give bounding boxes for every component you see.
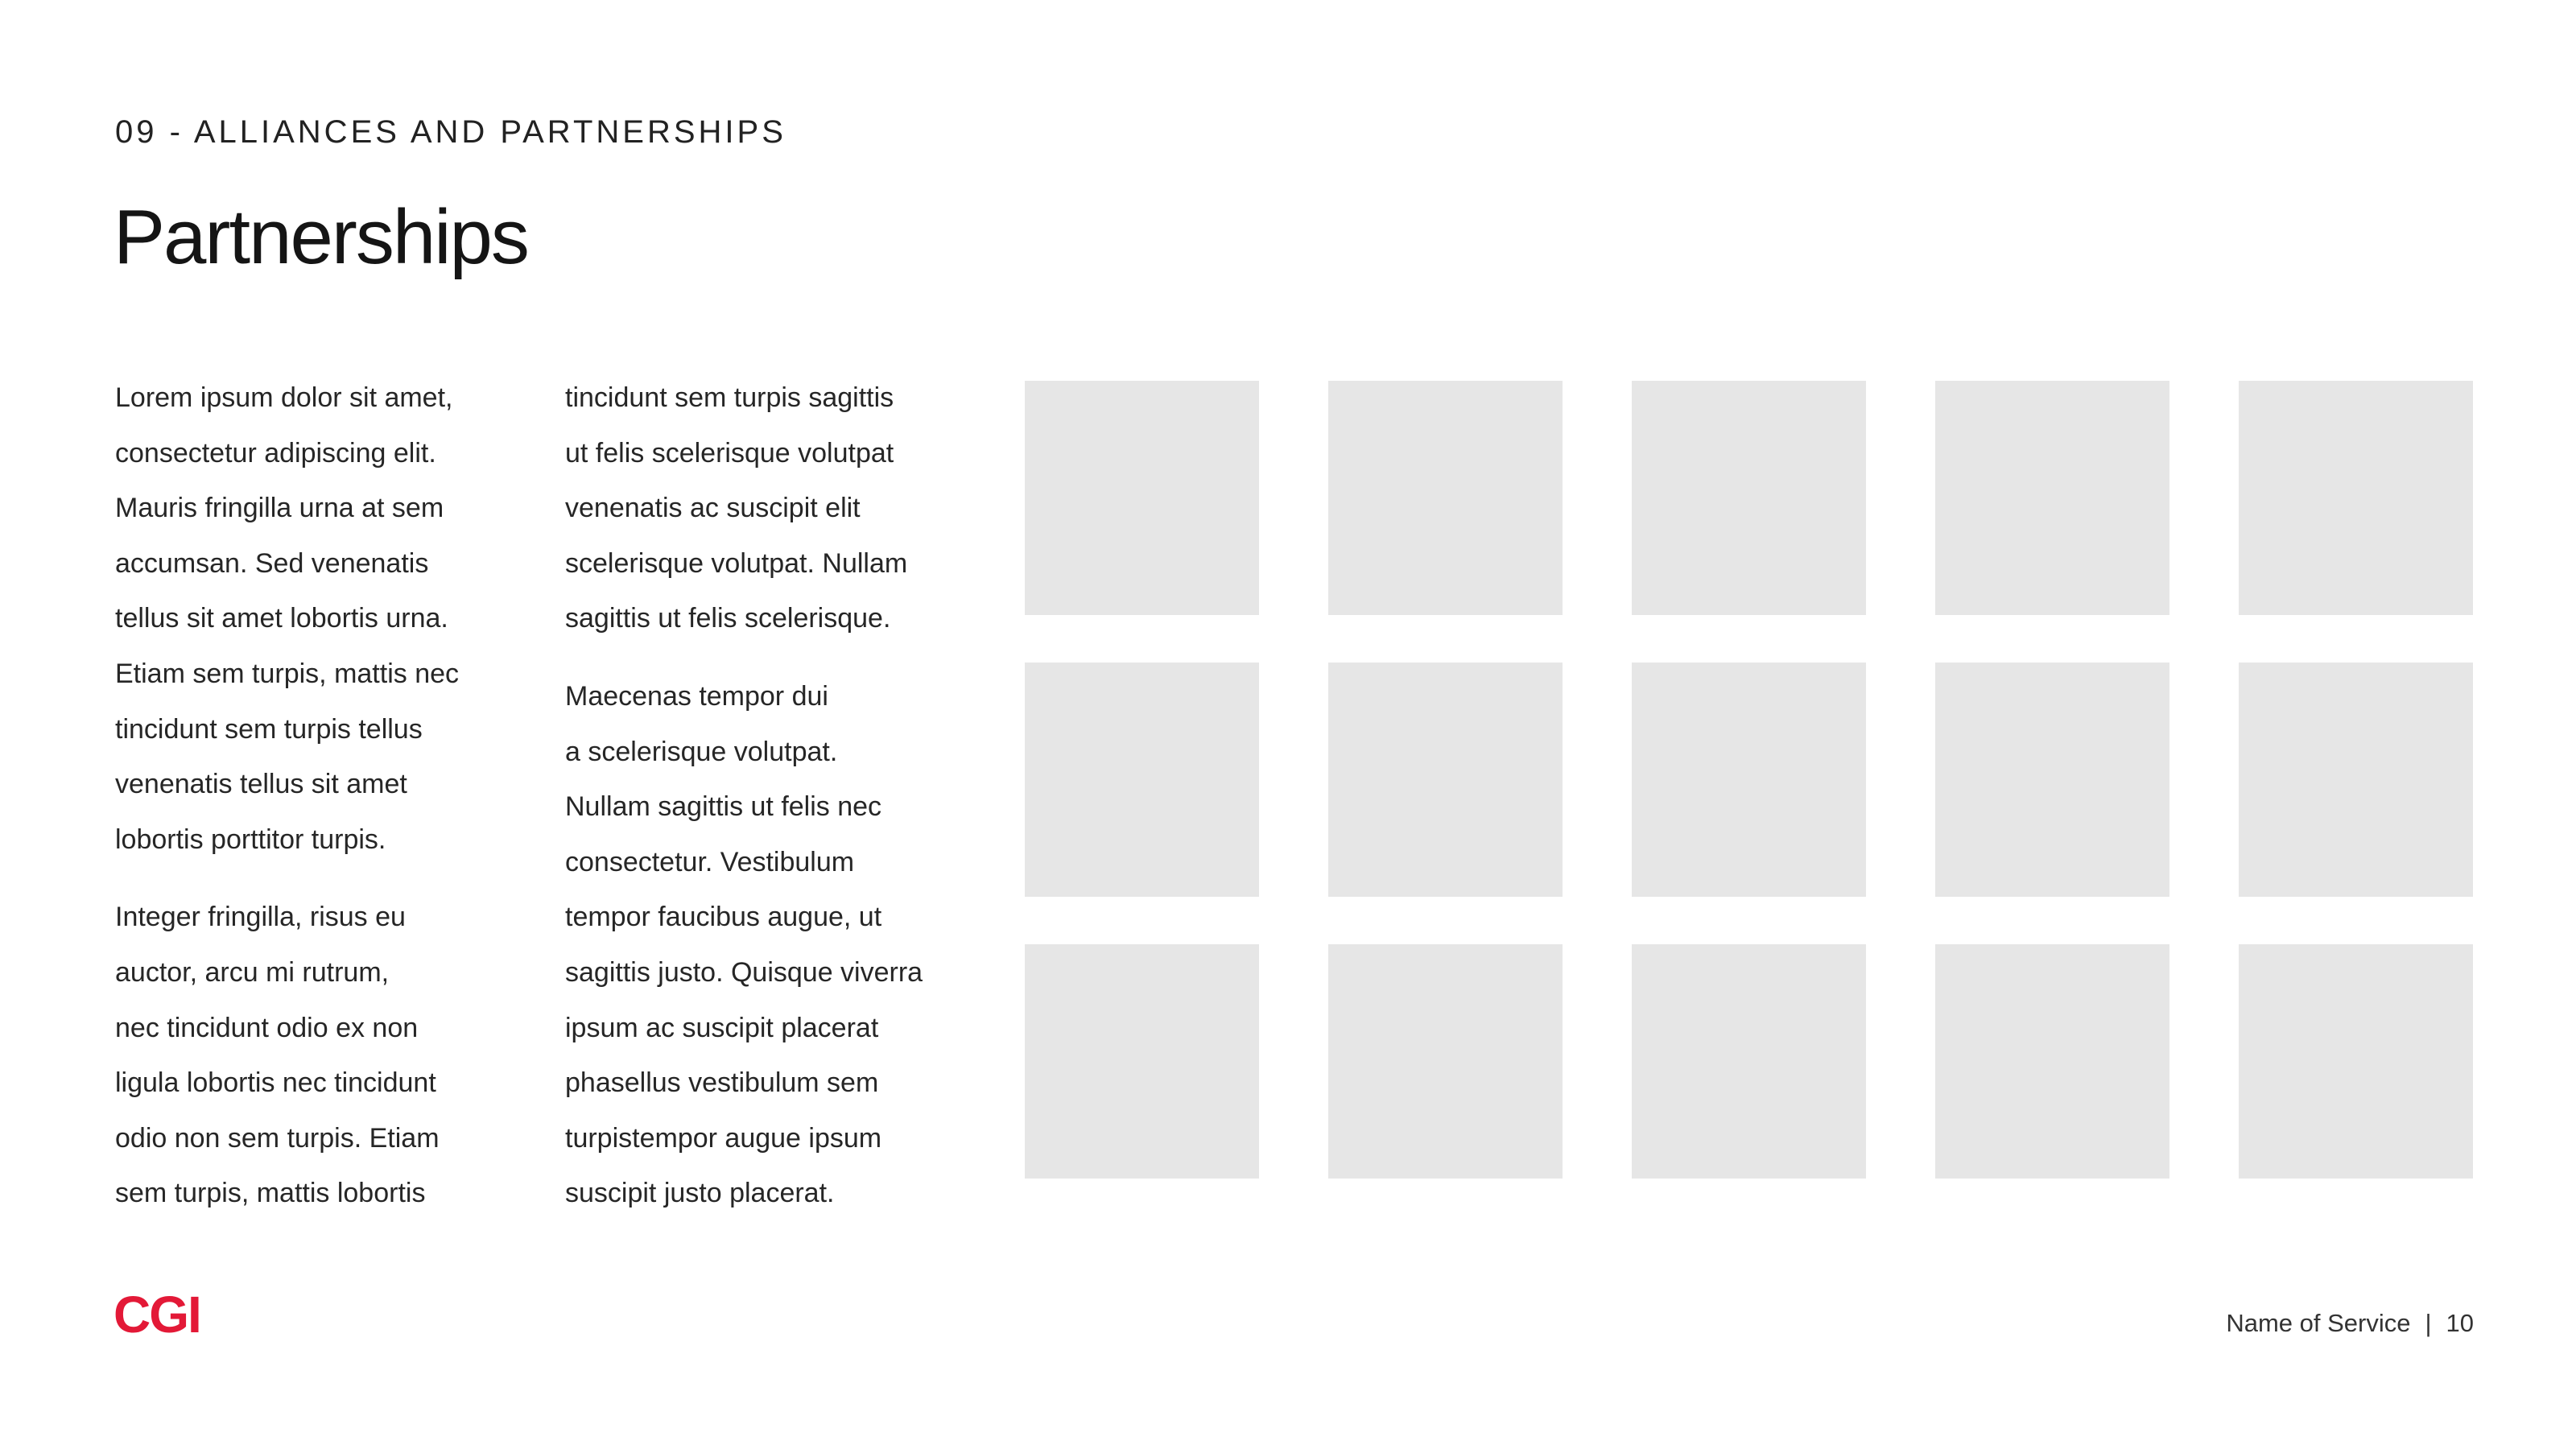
text-line: consectetur. Vestibulum xyxy=(565,846,855,877)
svg-text:CGI: CGI xyxy=(114,1290,200,1340)
paragraph-gap xyxy=(565,646,984,669)
text-line: Lorem ipsum dolor sit amet, xyxy=(115,382,453,413)
text-line: sem turpis, mattis lobortis xyxy=(115,1178,426,1209)
logo-placeholder xyxy=(1328,944,1563,1179)
logo-placeholder xyxy=(1935,381,2169,615)
text-line: scelerisque volutpat. Nullam xyxy=(565,547,908,579)
paragraph xyxy=(565,669,984,1221)
logo-placeholder xyxy=(1632,663,1866,897)
service-name: Name of Service xyxy=(2226,1309,2411,1337)
partner-logo-grid xyxy=(1025,381,2473,1179)
logo-placeholder xyxy=(1328,663,1563,897)
logo-placeholder xyxy=(1025,381,1259,615)
section-label: 09 - ALLIANCES AND PARTNERSHIPS xyxy=(115,114,786,150)
text-line: ut felis scelerisque volutpat xyxy=(565,437,894,469)
body-column-2 xyxy=(565,370,984,1221)
text-line: suscipit justo placerat. xyxy=(565,1178,835,1209)
text-line: Nullam sagittis ut felis nec xyxy=(565,791,882,823)
logo-placeholder xyxy=(1632,381,1866,615)
logo-placeholder xyxy=(1935,663,2169,897)
page-number: 10 xyxy=(2446,1309,2474,1337)
text-line: tempor faucibus augue, ut xyxy=(565,902,882,933)
paragraph xyxy=(115,370,534,867)
text-line: Etiam sem turpis, mattis nec xyxy=(115,658,460,689)
text-line: venenatis tellus sit amet xyxy=(115,769,407,800)
page-title: Partnerships xyxy=(114,194,528,280)
logo-placeholder xyxy=(2239,663,2473,897)
text-line: odio non sem turpis. Etiam xyxy=(115,1122,440,1154)
text-line: a scelerisque volutpat. xyxy=(565,736,838,767)
text-line: Maecenas tempor dui xyxy=(565,680,828,712)
text-line: phasellus vestibulum sem xyxy=(565,1067,879,1099)
text-line: tincidunt sem turpis tellus xyxy=(115,713,423,745)
logo-placeholder xyxy=(1328,381,1563,615)
logo-placeholder xyxy=(1632,944,1866,1179)
text-line: tincidunt sem turpis sagittis xyxy=(565,382,894,413)
cgi-logo xyxy=(114,1290,205,1340)
text-line: tellus sit amet lobortis urna. xyxy=(115,603,448,634)
footer-separator: | xyxy=(2425,1309,2432,1337)
text-line: sagittis ut felis scelerisque. xyxy=(565,603,891,634)
logo-placeholder xyxy=(1935,944,2169,1179)
text-line: nec tincidunt odio ex non xyxy=(115,1012,419,1043)
logo-placeholder xyxy=(1025,663,1259,897)
logo-placeholder xyxy=(2239,944,2473,1179)
logo-placeholder xyxy=(2239,381,2473,615)
text-line: Mauris fringilla urna at sem xyxy=(115,493,444,524)
text-line: Integer fringilla, risus eu xyxy=(115,902,406,933)
text-line: ipsum ac suscipit placerat xyxy=(565,1012,879,1043)
text-line: turpistempor augue ipsum xyxy=(565,1122,882,1154)
paragraph xyxy=(115,890,534,1221)
body-column-1 xyxy=(115,370,534,1221)
text-line: auctor, arcu mi rutrum, xyxy=(115,956,390,988)
text-line: sagittis justo. Quisque viverra xyxy=(565,956,923,988)
text-line: consectetur adipiscing elit. xyxy=(115,437,436,469)
text-line: lobortis porttitor turpis. xyxy=(115,824,386,855)
paragraph xyxy=(565,370,984,646)
paragraph-gap xyxy=(115,867,534,890)
logo-placeholder xyxy=(1025,944,1259,1179)
text-line: venenatis ac suscipit elit xyxy=(565,493,861,524)
text-line: accumsan. Sed venenatis xyxy=(115,547,429,579)
text-line: ligula lobortis nec tincidunt xyxy=(115,1067,436,1099)
footer-info xyxy=(2226,1309,2474,1338)
